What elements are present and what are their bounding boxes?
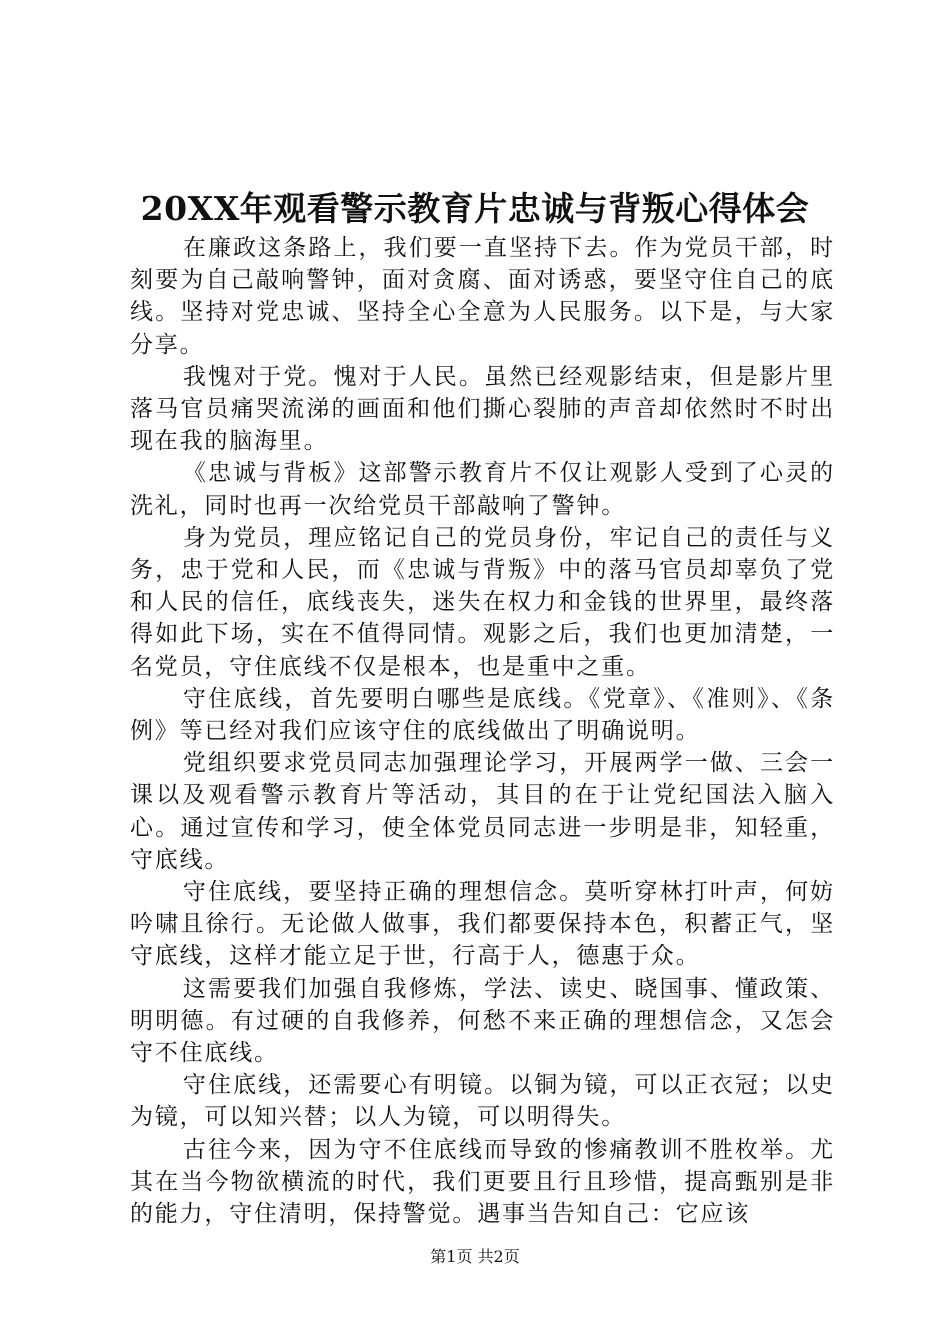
paragraph: 党组织要求党员同志加强理论学习，开展两学一做、三会一课以及观看警示教育片等活动，其目的在于让党纪国法入脑入心。通过宣传和学习，使全体党员同志进一步明是非，知轻重，守底线。 [130,750,835,873]
paragraph: 守住底线，还需要心有明镜。以铜为镜，可以正衣冠；以史为镜，可以知兴替；以人为镜，可以明得失。 [130,1072,835,1131]
document-body [130,232,835,1230]
paragraph: 守住底线，首先要明白哪些是底线。《党章》、《准则》、《条例》等已经对我们应该守住的底线做出了明确说明。 [130,685,835,745]
paragraph: 身为党员，理应铭记自己的党员身份，牢记自己的责任与义务，忠于党和人民，而《忠诚与背叛》中的落马官员却辜负了党和人民的信任，底线丧失，迷失在权力和金钱的世界里，最终落得如此下场，实在不值得同情。观影之后，我们也更加清楚，一名党员，守住底线不仅是根本，也是重中之重。 [130,524,835,680]
paragraph: 《忠诚与背板》这部警示教育片不仅让观影人受到了心灵的洗礼，同时也再一次给党员干部敲响了警钟。 [130,460,835,519]
paragraph: 这需要我们加强自我修炼，学法、读史、晓国事、懂政策、明明德。有过硬的自我修养，何愁不来正确的理想信念，又怎会守不住底线。 [130,975,835,1067]
paragraph: 古往今来，因为守不住底线而导致的惨痛教训不胜枚举。尤其在当今物欲横流的时代，我们更要且行且珍惜，提高甄别是非的能力，守住清明，保持警觉。遇事当告知自己：它应该 [130,1136,835,1228]
paragraph: 在廉政这条路上，我们要一直坚持下去。作为党员干部，时刻要为自己敲响警钟，面对贪腐、面对诱惑，要坚守住自己的底线。坚持对党忠诚、坚持全心全意为人民服务。以下是，与大家分享。 [130,235,835,358]
paragraph: 守住底线，要坚持正确的理想信念。莫听穿林打叶声，何妨吟啸且徐行。无论做人做事，我们都要保持本色，积蓄正气，坚守底线，这样才能立足于世，行高于人，德惠于众。 [130,879,835,970]
page-footer: 第1页 共2页 [430,1247,520,1266]
paragraph: 我愧对于党。愧对于人民。虽然已经观影结束，但是影片里落马官员痛哭流涕的画面和他们撕心裂肺的声音却依然时不时出现在我的脑海里。 [130,363,835,455]
document-title: 20XX年观看警示教育片忠诚与背叛心得体会 [140,189,810,228]
